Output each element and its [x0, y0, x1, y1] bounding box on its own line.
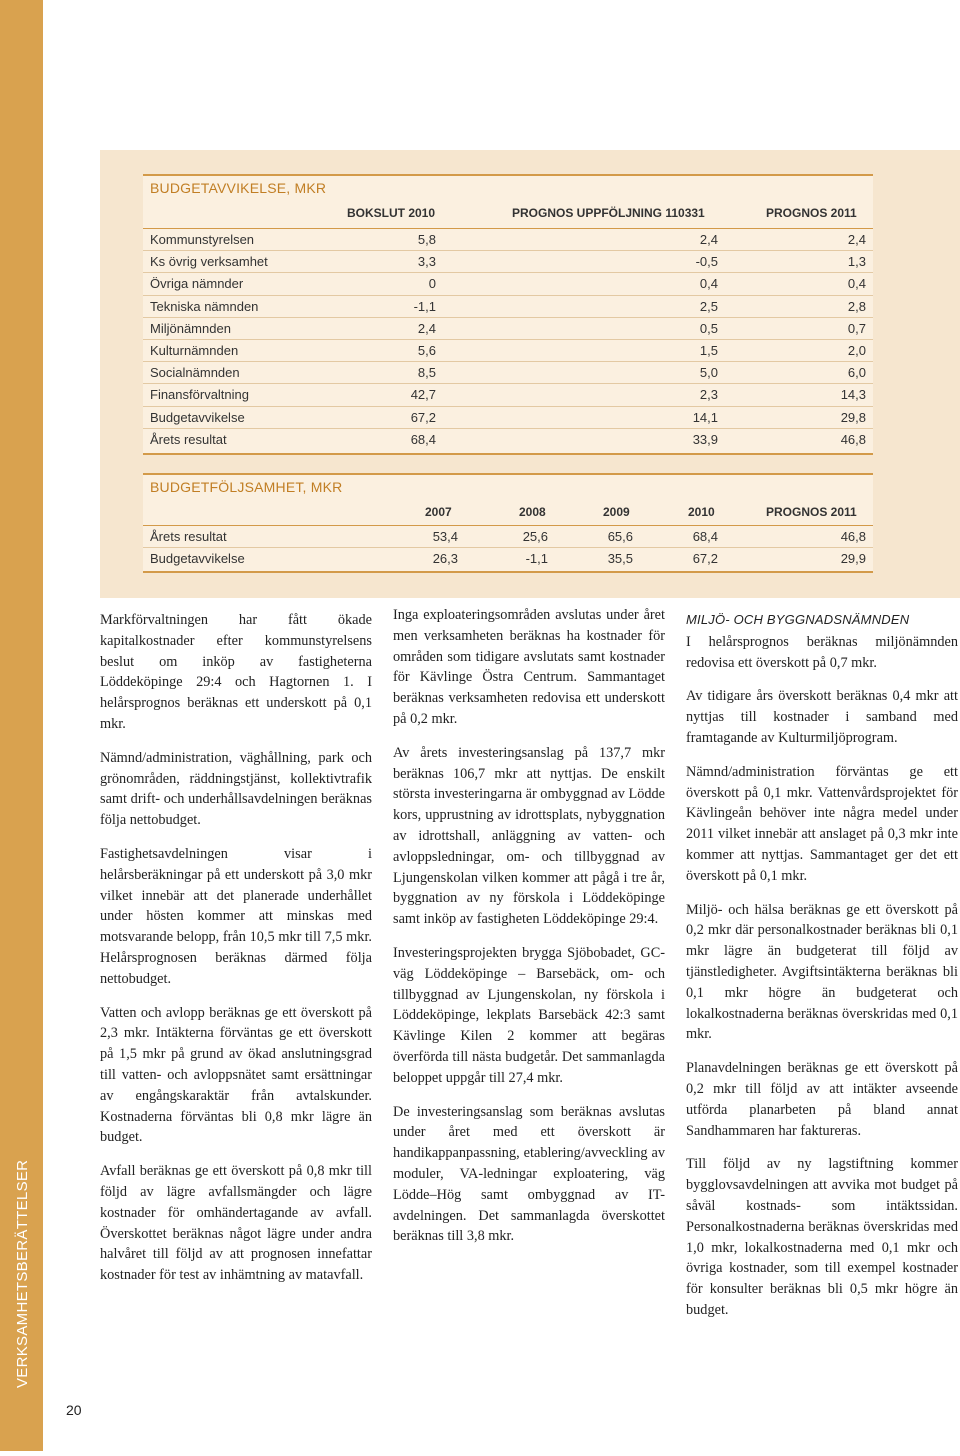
table-row: [143, 383, 873, 406]
paragraph: Nämnd/administration, väghållning, park och grönområden, räddningstjänst, kollektivtrafik samt drift- och underhållsavdelningen beräknas följa nettobudget.: [100, 749, 372, 829]
row-value: 26,3: [432, 551, 458, 566]
table-row: [143, 406, 873, 429]
row-value: 35,5: [607, 551, 633, 566]
table-row: [143, 361, 873, 384]
row-label: Finansförvaltning: [150, 387, 249, 403]
row-label: Socialnämnden: [150, 365, 240, 381]
row-value: 42,7: [410, 387, 436, 403]
row-value: 0,5: [699, 320, 718, 336]
paragraph: Markförvaltningen har fått ökade kapitalkostnader efter kommunstyrelsens beslut om inköp av fastigheterna Löddeköpinge 29:4 och Hagtornen 1. I helårsprognos beräknas ett underskott på 0,1 mkr.: [100, 612, 372, 732]
section-side-label: [6, 1148, 36, 1388]
row-value: 46,8: [840, 431, 866, 447]
paragraph: Planavdelningen beräknas ge ett överskott på 0,2 mkr till följd av att intäkter avseende utförda planarbeten på bland annat Sandhammaren har faktureras.: [686, 1060, 958, 1139]
table-row: [143, 295, 873, 318]
row-value: 5,6: [417, 343, 436, 358]
row-value: 1,3: [847, 254, 866, 270]
col-header-2009: 2009: [603, 505, 630, 519]
row-value: 2,8: [847, 298, 866, 314]
table-row: [143, 228, 873, 251]
row-value: 5,0: [699, 365, 718, 381]
row-label: Årets resultat: [150, 529, 227, 544]
col-header-prognos-uppfoljning: PROGNOS UPPFÖLJNING 110331: [512, 206, 705, 220]
col-header-2008: 2008: [519, 505, 546, 519]
row-value: 2,4: [699, 232, 718, 247]
row-value: 25,6: [522, 529, 548, 544]
row-value: 53,4: [432, 529, 458, 544]
row-value: -1,1: [525, 551, 548, 566]
row-value: 8,5: [417, 365, 436, 381]
table-row: [143, 547, 873, 570]
table-row: [143, 250, 873, 273]
row-value: 67,2: [692, 551, 718, 566]
page-number: 20: [66, 1402, 82, 1418]
row-label: Ks övrig verksamhet: [150, 254, 268, 270]
row-value: -1,1: [413, 298, 436, 314]
col-header-prognos-2011: PROGNOS 2011: [766, 505, 857, 519]
row-value: 14,3: [840, 387, 866, 403]
col-header-prognos-2011: PROGNOS 2011: [766, 206, 857, 220]
row-value: 6,0: [847, 365, 866, 381]
paragraph: Till följd av ny lagstiftning kommer bygglovsavdelningen att avvika mot budget på såväl kostnads- som intäktssidan. Personalkostnaderna beräknas överskridas med 1,0 mkr, lokalkostnaderna med 0,1 mkr och övriga kostnader, som till exempel kostnader för konsulter beräknas bli 0,5 mkr högre än budget.: [686, 1156, 958, 1318]
text-column-2: [393, 605, 665, 1260]
paragraph: Investeringsprojekten brygga Sjöbobadet, GC-väg Löddeköpinge – Barsebäck, om- och tillbyggnad av Ljungenskolan, ny förskola i Löddeköpinge, lekplats Barsebäck 42:3 samt Kävlinge Kilen 2 kommer att begäras överförda till nästa budgetår. Det sammanlagda beloppet uppgår till 27,4 mkr.: [393, 944, 665, 1086]
row-value: 2,3: [699, 387, 718, 403]
row-label: Miljönämnden: [150, 320, 231, 336]
row-value: 0: [428, 276, 436, 292]
row-value: 0,4: [699, 276, 718, 292]
table-title: BUDGETFÖLJSAMHET, MKR: [150, 479, 343, 495]
row-value: 33,9: [692, 431, 718, 447]
paragraph: Inga exploateringsområden avslutas under året men verksamheten beräknas ha kostnader för områden som tidigare avslutats samt kostnader för Kävlinge Östra Centrum. Sammantaget beräknas verksamheten redovisa ett underskott på 0,2 mkr.: [393, 607, 665, 727]
row-value: -0,5: [695, 254, 718, 270]
row-value: 5,8: [417, 232, 436, 247]
row-value: 3,3: [417, 254, 436, 270]
row-value: 29,9: [840, 551, 866, 566]
row-value: 65,6: [607, 529, 633, 544]
row-value: 0,7: [847, 320, 866, 336]
row-value: 2,4: [847, 232, 866, 247]
text-column-3: [686, 610, 958, 1334]
table-row: [143, 428, 873, 451]
paragraph: De investeringsanslag som beräknas avslutas under året med ett överskott är handikappanpassning, etablering/avveckling av moduler, VA-ledningar exploatering, väg Lödde–Hög samt ombyggnad av IT-avdelningen. Det sammanlagda överskottet beräknas till 3,8 mkr.: [393, 1103, 665, 1245]
row-value: 67,2: [410, 409, 436, 425]
row-label: Tekniska nämnden: [150, 298, 259, 314]
row-value: 2,4: [417, 320, 436, 336]
table-title: BUDGETAVVIKELSE, MKR: [150, 180, 327, 196]
row-value: 68,4: [692, 529, 718, 544]
paragraph: Vatten och avlopp beräknas ge ett överskott på 2,3 mkr. Intäkterna förväntas ge ett överskott på 1,5 mkr på grund av ökad anslutningsgrad till vatten- och avloppsnätet samt ersättningar av engångskaraktär från avtalskunder. Kostnaderna förväntas bli 0,8 mkr lägre än budget.: [100, 1004, 372, 1146]
row-label: Budgetavvikelse: [150, 551, 245, 566]
row-label: Övriga nämnder: [150, 276, 244, 292]
paragraph: Av tidigare års överskott beräknas 0,4 mkr att nyttjas till kostnader i samband med framtagande av Kulturmiljöprogram.: [686, 688, 958, 746]
budgetfoljsamhet-table: [143, 473, 873, 573]
row-label: Budgetavvikelse: [150, 409, 245, 425]
col-header-2010: 2010: [688, 505, 715, 519]
table-row: [143, 317, 873, 340]
row-label: Årets resultat: [150, 431, 227, 447]
row-label: Kommunstyrelsen: [150, 232, 255, 247]
paragraph: Av årets investeringsanslag på 137,7 mkr beräknas 106,7 mkr att nyttjas. De enskilt största investeringarna är ombyggnad av Lödde kors, upprustning av idrottsplats, nybyggnation av idrottshall, anläggning av vatten- och avloppsledningar, om- och tillbyggnad av Ljungenskolan vilken kommer att pågå i tre år, byggnation av ny förskola i Löddeköpinge samt inköp av fastigheten Löddeköpinge 29:4.: [393, 744, 665, 928]
budgetavvikelse-table: [143, 174, 873, 455]
row-value: 2,5: [699, 298, 718, 314]
row-value: 68,4: [410, 431, 436, 447]
col-header-bokslut: BOKSLUT 2010: [347, 206, 436, 220]
table-row: [143, 525, 873, 548]
paragraph: Nämnd/administration förväntas ge ett överskott på 0,1 mkr. Vattenvårdsprojektet för Kävlingeån behöver inte några medel under 2011 vilket innebär att anslaget på 0,3 mkr inte kommer att nyttjas. Sammantaget ger det ett överskott på 0,1 mkr.: [686, 763, 958, 884]
side-label-text: VERKSAMHETSBERÄTTELSER: [14, 1159, 31, 1388]
row-value: 0,4: [847, 276, 866, 292]
table-row: [143, 272, 873, 295]
table-row: [143, 339, 873, 362]
section-heading: MILJÖ- OCH BYGGNADSNÄMNDEN: [686, 612, 910, 627]
col-header-2007: 2007: [425, 505, 452, 519]
paragraph: Fastighetsavdelningen visar i helårsberäkningar på ett underskott på 3,0 mkr vilket innebär att det planerade underhållet under hösten kommer att minskas med motsvarande belopp, från 10,5 mkr till 7,5 mkr. Helårsprognosen beräknas därmed följa nettobudget.: [100, 845, 372, 987]
row-value: 14,1: [692, 409, 718, 425]
paragraph: Miljö- och hälsa beräknas ge ett överskott på 0,2 mkr där personalkostnader beräknas bli 0,1 mkr lägre än budgeterat till följd av tjänstledigheter. Avgiftsintäkterna beräknas bli 0,1 mkr högre än budgeterat och lokalkostnaderna beräknas överskridas med 0,1 mkr.: [686, 901, 958, 1043]
text-column-1: [100, 610, 372, 1299]
row-value: 1,5: [699, 343, 718, 358]
row-value: 29,8: [840, 409, 866, 425]
row-value: 2,0: [847, 343, 866, 358]
row-value: 46,8: [840, 529, 866, 544]
row-label: Kulturnämnden: [150, 343, 239, 358]
paragraph: Avfall beräknas ge ett överskott på 0,8 mkr till följd av lägre avfallsmängder och lägre kostnader för omhändertagande av avfall. Överskottet beräknas något lägre under andra halvåret till följd av att prognosen innefattar kostnader för test av inhämtning av matavfall.: [100, 1163, 372, 1284]
paragraph: I helårsprognos beräknas miljönämnden redovisa ett överskott på 0,7 mkr.: [686, 633, 958, 671]
